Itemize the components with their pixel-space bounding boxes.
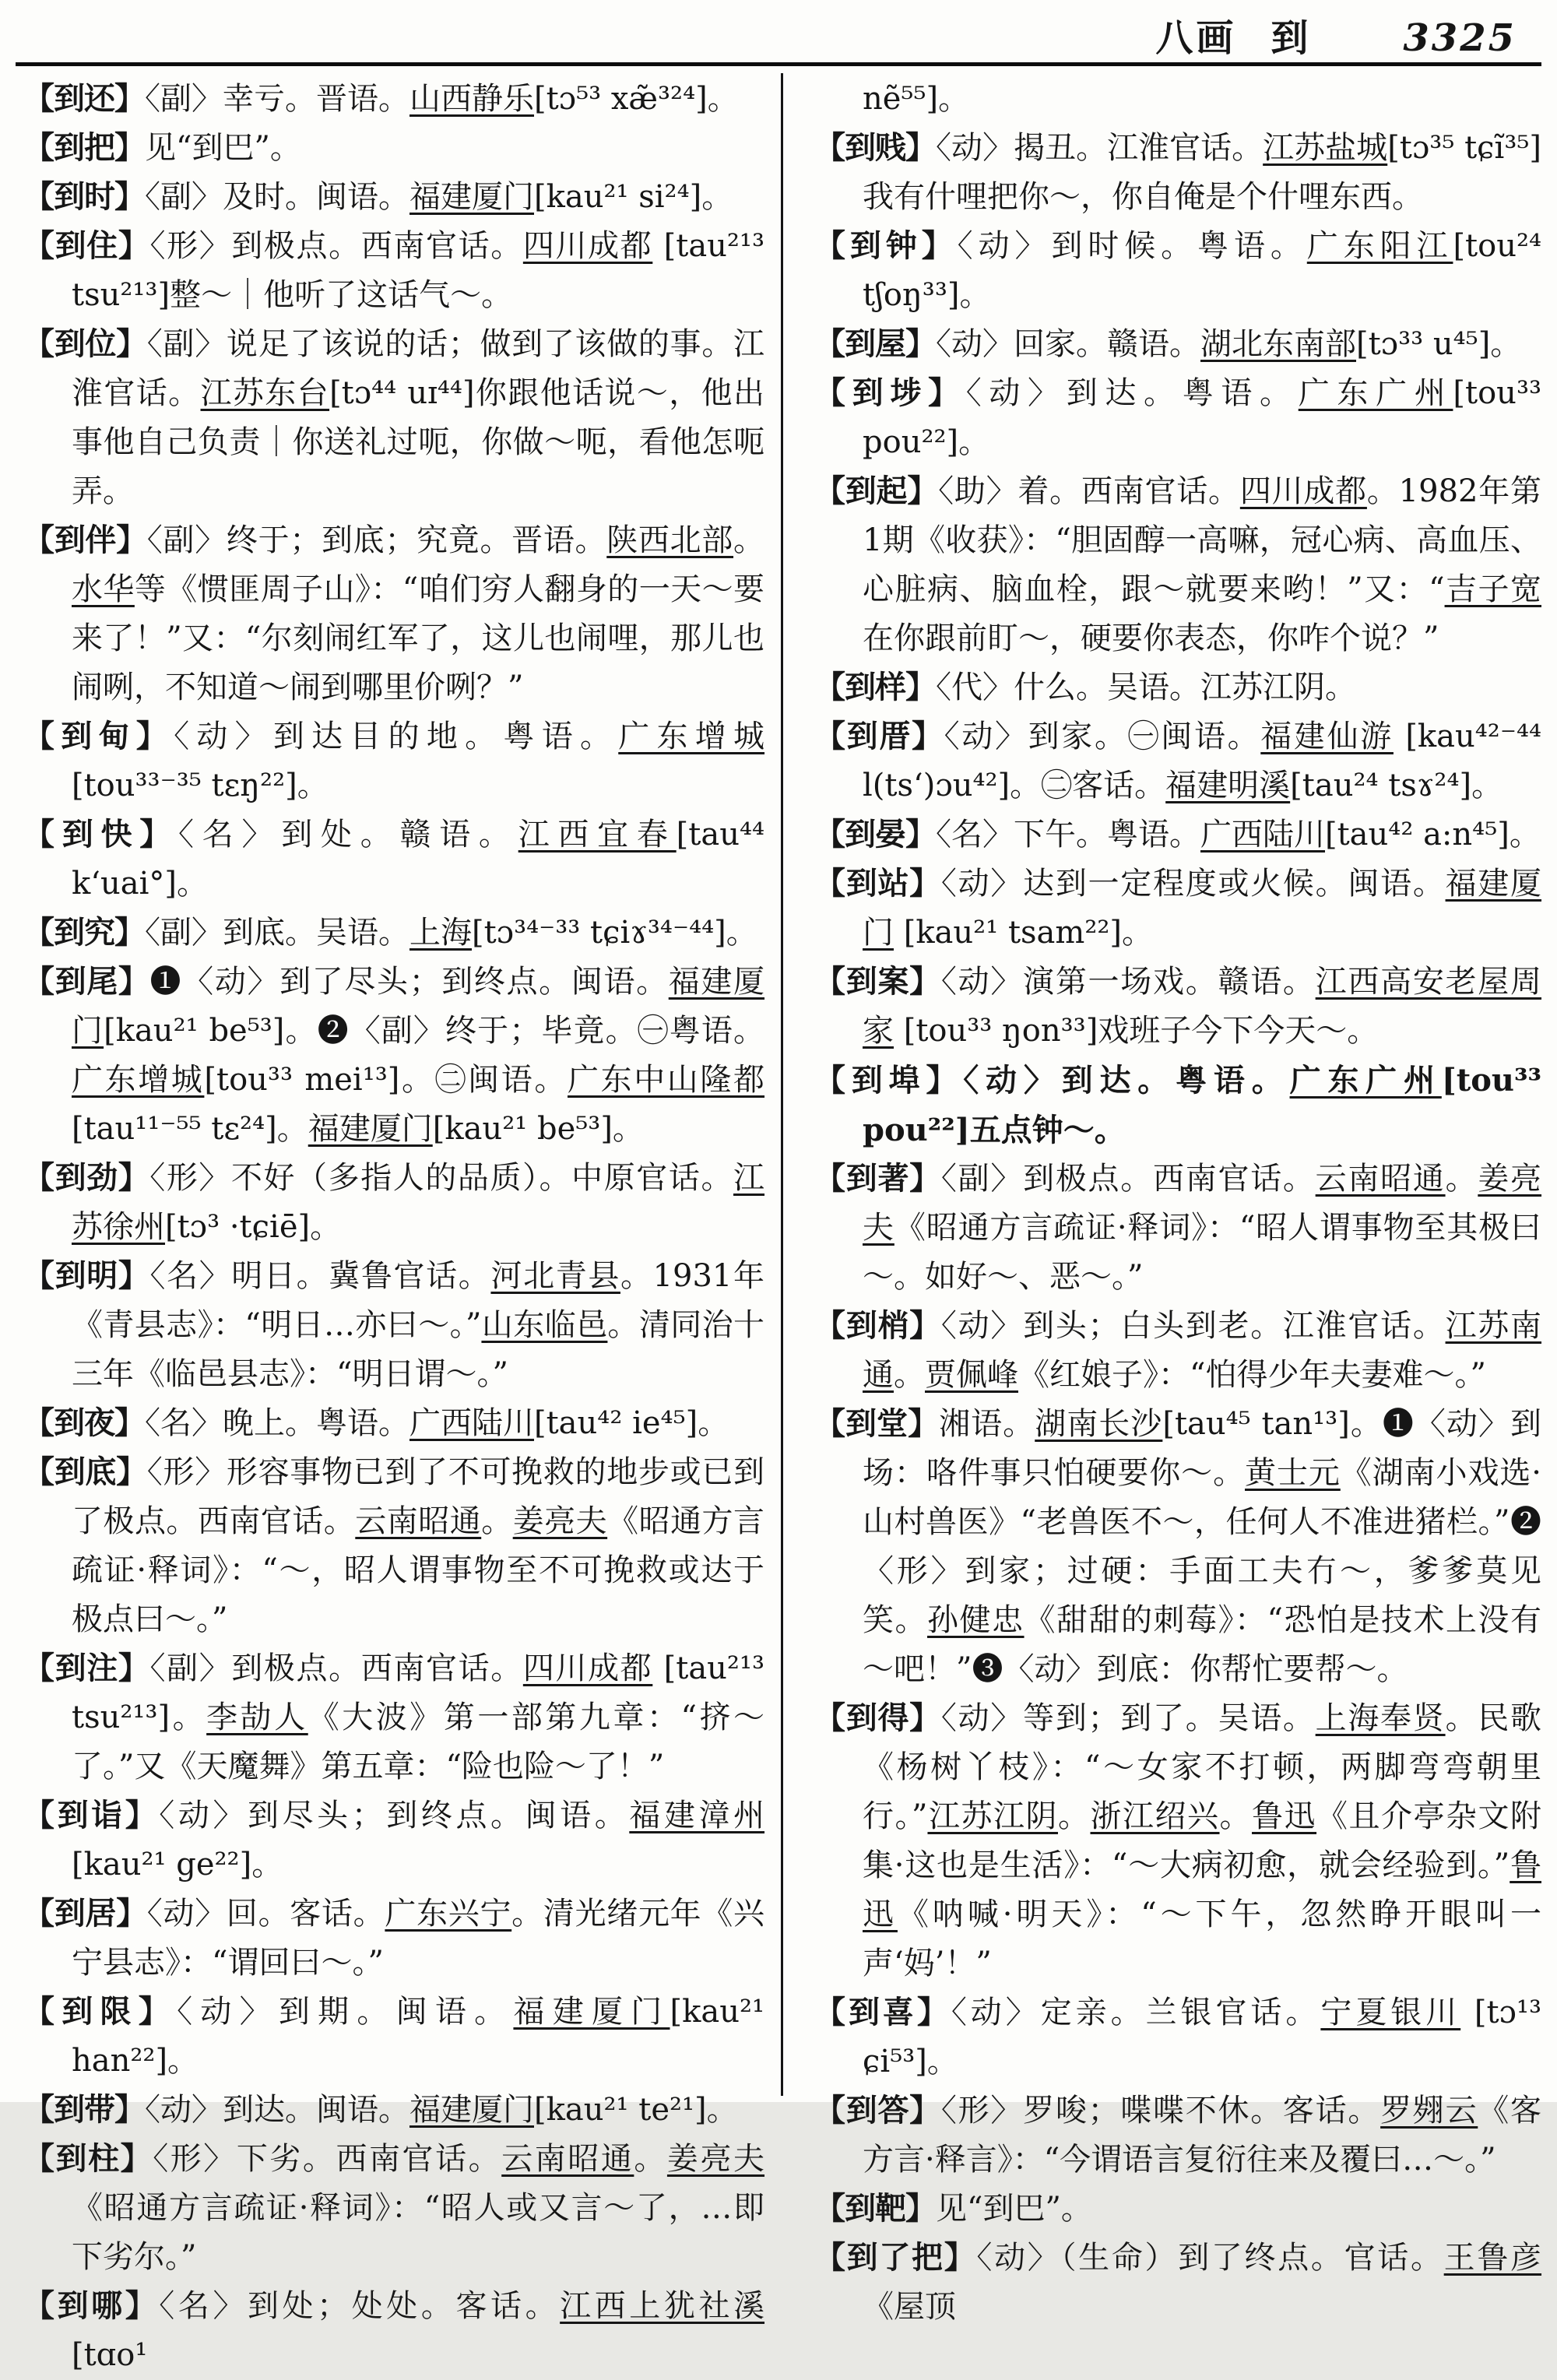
header-character: 到 [1271, 16, 1312, 60]
entry-text: 〈动〉到尽头；到终点。闽语。 [159, 1798, 630, 1833]
entry-text: 〈名〉到处。赣语。 [177, 817, 518, 853]
dict-entry [23, 1791, 764, 1890]
entry-text: 《大波》第一部第九章：“挤～了。”又《天魔舞》第五章：“险也险～了！” [72, 1700, 765, 1784]
dict-entry [814, 1155, 1541, 1302]
entry-headword: 【到埠】 [814, 1063, 964, 1099]
proper-noun: 江西高安老屋周家 [863, 964, 1542, 1049]
dict-entry [23, 2282, 764, 2380]
proper-noun: 吉子宽 [1444, 571, 1542, 607]
entry-text: 〈动〉揭丑。江淮官话。 [936, 130, 1264, 166]
entry-text: nẽ⁵⁵]。 [863, 81, 970, 117]
entry-headword: 【到诣】 [23, 1798, 160, 1833]
dict-entry [23, 2086, 764, 2135]
proper-noun: 宁夏银川 [1320, 1995, 1461, 2030]
dict-entry-continuation [814, 75, 1541, 124]
entry-headword: 【到还】 [23, 81, 145, 117]
entry-text: 〈形〉到极点。西南官话。 [149, 228, 523, 264]
proper-noun: 福建厦门 [72, 964, 765, 1049]
entry-headword: 【到夜】 [23, 1405, 145, 1441]
entry-text: 见“到巴”。 [936, 2191, 1092, 2227]
entry-text: 。 [634, 2141, 667, 2177]
entry-text: 〈动〉到家。㊀闽语。 [944, 719, 1261, 754]
header-stroke-section: 八画 [1155, 16, 1237, 60]
dict-entry [814, 2185, 1541, 2234]
entry-text: 〈动〉（生命）到了终点。官话。 [976, 2240, 1444, 2276]
dict-entry [814, 1400, 1541, 1694]
entry-text: 〈动〉到达。粤语。 [965, 375, 1299, 411]
entry-text: [tɔ³⁴⁻³³ tɕiɤ³⁴⁻⁴⁴]。 [472, 915, 757, 951]
entry-headword: 【到究】 [23, 915, 145, 951]
entry-text: [tou³³⁻³⁵ tɛŋ²²]。 [72, 768, 329, 803]
entry-headword: 【到伴】 [23, 522, 147, 558]
entry-headword: 【到快】 [23, 817, 178, 853]
entry-text: 〈动〉回。客话。 [146, 1896, 385, 1932]
proper-noun: 浙江绍兴 [1090, 1798, 1220, 1834]
proper-noun: 广东增城 [72, 1062, 205, 1098]
dict-entry [814, 2234, 1541, 2332]
entry-text: 〈动〉到期。闽语。 [177, 1994, 514, 2030]
entry-headword: 【到堂】 [814, 1406, 940, 1442]
entry-headword: 【到答】 [814, 2093, 941, 2129]
entry-headword: 【到埗】 [814, 375, 966, 411]
entry-text: [kau²¹ be⁵³]。❷〈副〉终于；毕竟。㊀粤语。 [104, 1013, 764, 1049]
entry-text: 〈名〉到处；处处。客话。 [159, 2288, 561, 2324]
proper-noun: 李劼人 [206, 1700, 308, 1735]
entry-text: [kau²¹ be⁵³]。 [432, 1111, 644, 1147]
proper-noun: 孙健忠 [927, 1602, 1025, 1638]
proper-noun: 山东临邑 [481, 1307, 608, 1343]
proper-noun: 河北青县 [490, 1258, 620, 1294]
column-divider [781, 73, 783, 2096]
dict-entry [23, 173, 764, 222]
dict-entry [814, 2086, 1541, 2185]
entry-text: [kau²¹ tsam²²]。 [894, 915, 1154, 951]
entry-text: [kau⁴²⁻⁴⁴ l(ts‘)ɔu⁴²]。㊁客话。 [863, 719, 1542, 803]
dict-entry [23, 124, 764, 173]
entry-headword: 【到样】 [814, 670, 936, 705]
entry-headword: 【到案】 [814, 964, 941, 1000]
entry-headword: 【到靶】 [814, 2191, 936, 2227]
proper-noun: 姜亮夫 [512, 1503, 608, 1539]
entry-text: [tau²¹³ tsu²¹³]整～｜他听了这话气～。 [72, 228, 765, 313]
dict-entry [23, 1448, 764, 1644]
dict-entry [814, 958, 1541, 1056]
proper-noun: 鲁迅 [1252, 1798, 1317, 1834]
entry-headword: 【到尾】 [23, 964, 150, 1000]
proper-noun: 广东广州 [1298, 375, 1453, 411]
entry-headword: 【到著】 [814, 1161, 941, 1197]
entry-text: 《昭通方言疏证·释词》：“昭人或又言～了，…即下劣尔。” [72, 2190, 764, 2275]
dict-entry [814, 1694, 1541, 1988]
entry-text: [kau²¹ si²⁴]。 [534, 179, 733, 215]
entry-text: 〈副〉到底。吴语。 [145, 915, 409, 951]
entry-headword: 【到注】 [23, 1651, 150, 1686]
left-column [23, 75, 764, 2380]
dict-entry [814, 860, 1541, 958]
proper-noun: 四川成都 [1239, 473, 1367, 509]
entry-text: 〈助〉着。西南官话。 [938, 473, 1240, 509]
entry-text: 。民歌《杨树丫枝》：“～女家不打顿，两脚弯弯朝里行。” [863, 1700, 1542, 1834]
dict-entry [814, 320, 1541, 369]
entry-text: 。 [1057, 1798, 1091, 1834]
proper-noun: 广东增城 [618, 719, 765, 754]
entry-text: 〈副〉终于；到底；究竟。晋语。 [146, 522, 607, 558]
entry-text: [tɔ¹³ ɕi⁵³]。 [863, 1995, 1542, 2079]
entry-headword: 【到劲】 [23, 1160, 150, 1196]
proper-noun: 云南昭通 [501, 2141, 634, 2177]
dict-entry [23, 1890, 764, 1988]
entry-text: 〈名〉明日。冀鲁官话。 [149, 1258, 491, 1294]
entry-headword: 【到屋】 [814, 326, 936, 362]
page-header [1155, 8, 1517, 62]
proper-noun: 广西陆川 [409, 1405, 534, 1441]
proper-noun: 广东兴宁 [385, 1896, 512, 1932]
entry-headword: 【到时】 [23, 179, 145, 215]
entry-text: 《湖南小戏选·山村兽医》“老兽医不～，任何人不准进猪栏。”❷〈形〉到家；过硬：手面工夫冇～，爹爹莫见笑。 [863, 1455, 1542, 1638]
entry-text: 〈代〉什么。吴语。江苏江阴。 [936, 670, 1356, 705]
entry-text: 《昭通方言疏证·释词》：“昭人谓事物至其极曰～。如好～、恶～。” [863, 1210, 1541, 1295]
entry-text: [tau²¹³ tsu²¹³]。 [72, 1651, 765, 1735]
dict-entry [23, 1252, 764, 1399]
entry-text: [tau⁴² ie⁴⁵]。 [534, 1405, 729, 1441]
dict-entry [23, 958, 764, 1154]
entry-text: 《昭通方言疏证·释词》：“～，昭人谓事物至不可挽救或达于极点曰～。” [72, 1503, 765, 1637]
proper-noun: 贾佩峰 [925, 1357, 1018, 1393]
dict-entry [23, 712, 764, 810]
entry-text: [tou³³ pou²²]。 [863, 375, 1542, 460]
entry-text: 〈动〉到达。粤语。 [963, 1062, 1290, 1099]
entry-text: 〈动〉到达目的地。粤语。 [174, 719, 619, 754]
entry-text: 〈动〉达到一定程度或火候。闽语。 [940, 866, 1446, 902]
entry-text: 等《惯匪周子山》：“咱们穷人翻身的一天～要来了！”又：“尔刻闹红军了，这儿也闹哩，那儿也闹咧，不知道～闹到哪里价咧？” [72, 571, 765, 705]
entry-text: [tou²⁴ tʃoŋ³³]。 [863, 228, 1542, 313]
entry-text: 〈形〉罗唆；喋喋不休。客话。 [940, 2093, 1381, 2129]
dict-entry [23, 909, 764, 958]
dict-entry [814, 810, 1541, 860]
dict-entry [23, 1988, 764, 2086]
entry-text: [tau⁴⁴ k‘uai°]。 [72, 817, 765, 902]
entry-text: [kau²¹ ge²²]。 [72, 1847, 283, 1883]
entry-headword: 【到甸】 [23, 719, 174, 754]
entry-text: 〈形〉下劣。西南官话。 [153, 2141, 502, 2177]
entry-text: [tɔ⁵³ xæ̃³²⁴]。 [534, 81, 739, 117]
entry-headword: 【到晏】 [814, 817, 936, 853]
proper-noun: 云南昭通 [355, 1503, 482, 1539]
proper-noun: 广西陆川 [1200, 817, 1325, 853]
dict-entry [23, 75, 764, 124]
dict-entry [814, 124, 1541, 222]
entry-text: [tou³³ mei¹³]。㊁闽语。 [204, 1062, 568, 1098]
entry-text: 〈副〉到极点。西南官话。 [940, 1161, 1316, 1197]
dict-entry [23, 222, 764, 320]
entry-headword: 【到钟】 [814, 228, 958, 264]
proper-noun: 江西宜春 [518, 817, 677, 853]
proper-noun: 上海奉贤 [1315, 1700, 1446, 1736]
proper-noun: 福建厦门 [409, 179, 534, 215]
entry-text: [tɔ³ ·tɕiē]。 [165, 1209, 342, 1245]
entry-text: 〈副〉幸亏。晋语。 [145, 81, 409, 117]
proper-noun: 福建厦门 [308, 1111, 433, 1147]
entry-headword: 【到起】 [814, 473, 939, 509]
entry-headword: 【到明】 [23, 1258, 150, 1294]
proper-noun: 姜亮夫 [666, 2141, 765, 2177]
entry-text: [tɔ³⁵ tɕĩ³⁵]我有什哩把你～，你自俺是个什哩东西。 [863, 130, 1542, 215]
entry-text: 〈动〉等到；到了。吴语。 [940, 1700, 1316, 1736]
entry-text: 。1931年《青县志》：“明日…亦曰～。” [72, 1258, 765, 1343]
header-rule [16, 62, 1541, 66]
entry-headword: 【到站】 [814, 866, 941, 902]
proper-noun: 广东广州 [1289, 1062, 1442, 1099]
proper-noun: 姜亮夫 [863, 1161, 1542, 1246]
entry-text: 〈动〉到时候。粤语。 [957, 228, 1307, 264]
entry-headword: 【到喜】 [814, 1995, 951, 2030]
proper-noun: 江西上犹社溪 [560, 2288, 765, 2324]
entry-text: 〈动〉到达。闽语。 [145, 2092, 409, 2128]
entry-text: [tɑo¹ [72, 2337, 148, 2373]
entry-text: 〈动〉定亲。兰银官话。 [951, 1995, 1321, 2030]
proper-noun: 黄士元 [1245, 1455, 1341, 1491]
proper-noun: 湖南长沙 [1035, 1406, 1163, 1442]
entry-text: 湘语。 [939, 1406, 1035, 1442]
entry-text: 《客方言·释言》：“今谓语言复衍往来及覆曰…～。” [863, 2093, 1542, 2178]
dict-entry [23, 516, 764, 712]
proper-noun: 上海 [409, 915, 472, 951]
entry-text: 〈名〉下午。粤语。 [936, 817, 1200, 853]
entry-text: [tou³³ pou²²]五点钟～。 [863, 1062, 1542, 1148]
entry-headword: 【到底】 [23, 1454, 147, 1490]
entry-headword: 【到限】 [23, 1994, 177, 2030]
dict-entry [814, 1988, 1541, 2086]
entry-headword: 【到了把】 [814, 2240, 977, 2276]
entry-text: 。 [733, 522, 765, 558]
entry-text: 〈副〉到极点。西南官话。 [149, 1651, 523, 1686]
entry-text: 在你跟前盯～，硬要你表态，你咋个说？” [863, 620, 1439, 656]
dict-entry [814, 663, 1541, 712]
entry-text: 〈形〉不好（多指人的品质）。中原官话。 [149, 1160, 734, 1196]
dict-entry [814, 1302, 1541, 1400]
dict-entry [814, 1056, 1541, 1155]
proper-noun: 福建漳州 [629, 1798, 765, 1833]
entry-text: 。1982年第1期《收获》：“胆固醇一高嘛，冠心病、高血压、心脏病、脑血栓，跟～就要来哟！”又：“ [863, 473, 1542, 607]
proper-noun: 江苏南通 [863, 1308, 1542, 1393]
entry-text: 《红娘子》：“怕得少年夫妻难～。” [1018, 1357, 1486, 1393]
proper-noun: 福建厦门 [863, 866, 1542, 951]
dict-entry [23, 1644, 764, 1791]
proper-noun: 江苏东台 [200, 375, 330, 411]
entry-text: 。 [1219, 1798, 1253, 1834]
proper-noun: 江苏江阴 [927, 1798, 1058, 1834]
dict-entry [814, 712, 1541, 810]
dict-entry [814, 222, 1541, 320]
entry-text: 。 [1445, 1161, 1478, 1197]
entry-text: 〈动〉回家。赣语。 [936, 326, 1200, 362]
entry-headword: 【到柱】 [23, 2141, 153, 2177]
entry-headword: 【到梢】 [814, 1308, 941, 1344]
entry-text: [tau²⁴ tsɤ²⁴]。 [1290, 768, 1503, 803]
proper-noun: 罗翙云 [1380, 2093, 1478, 2129]
entry-text: [tou³³ ŋon³³]戏班子今下今天～。 [894, 1013, 1379, 1049]
proper-noun: 四川成都 [522, 228, 653, 264]
dict-entry [814, 369, 1541, 467]
entry-text: 。清同治十三年《临邑县志》：“明日谓～。” [72, 1307, 765, 1392]
entry-text: 。 [481, 1503, 513, 1539]
proper-noun: 广东阳江 [1306, 228, 1453, 264]
proper-noun: 湖北东南部 [1200, 326, 1356, 362]
entry-text: 〈形〉形容事物已到了不可挽救的地步或已到了极点。西南官话。 [72, 1454, 765, 1539]
dict-entry [23, 1399, 764, 1448]
entry-headword: 【到哪】 [23, 2288, 160, 2324]
proper-noun: 山西静乐 [409, 81, 534, 117]
entry-headword: 【到厝】 [814, 719, 944, 754]
entry-text: [tau¹¹⁻⁵⁵ tɛ²⁴]。 [72, 1111, 308, 1147]
entry-text: 〈副〉说足了该说的话；做到了该做的事。江淮官话。 [72, 326, 765, 411]
proper-noun: 广东中山隆都 [568, 1062, 765, 1098]
entry-text: ❶〈动〉到了尽头；到终点。闽语。 [149, 964, 669, 1000]
proper-noun: 水华 [72, 571, 135, 607]
entry-headword: 【到住】 [23, 228, 150, 264]
dict-entry [814, 467, 1541, 663]
dict-entry [23, 1154, 764, 1252]
proper-noun: 四川成都 [522, 1651, 653, 1686]
entry-text: [kau²¹ te²¹]。 [534, 2092, 738, 2128]
dict-entry [23, 2135, 764, 2282]
proper-noun: 福建明溪 [1165, 768, 1291, 803]
proper-noun: 王鲁彦 [1443, 2240, 1542, 2276]
entry-text: 〈副〉及时。闽语。 [145, 179, 409, 215]
entry-text: 。 [894, 1357, 925, 1393]
proper-noun: 陕西北部 [606, 522, 734, 558]
dict-entry [23, 320, 764, 516]
entry-headword: 【到贱】 [814, 130, 937, 166]
entry-headword: 【到得】 [814, 1700, 941, 1736]
page-number: 3325 [1403, 16, 1517, 60]
entry-text: 〈名〉晚上。粤语。 [145, 1405, 409, 1441]
entry-text: 。清光绪元年《兴宁县志》：“谓回曰～。” [72, 1896, 765, 1981]
entry-headword: 【到居】 [23, 1896, 147, 1932]
entry-text: [tau⁴² a:n⁴⁵]。 [1325, 817, 1541, 853]
proper-noun: 云南昭通 [1315, 1161, 1446, 1197]
entry-text: [tɔ³³ u⁴⁵]。 [1356, 326, 1522, 362]
entry-text: 〈动〉演第一场戏。赣语。 [940, 964, 1316, 1000]
dict-entry [23, 810, 764, 909]
proper-noun: 江苏徐州 [72, 1160, 765, 1245]
entry-text: [tɔ⁴⁴ uɪ⁴⁴]你跟他话说～，他出事他自己负责｜你送礼过呃，你做～呃，看他怎呃弄。 [72, 375, 764, 509]
entry-text: 《呐喊·明天》：“～下午，忽然睁开眼叫一声‘妈’！” [863, 1897, 1542, 1981]
right-column [814, 75, 1541, 2332]
entry-text: 《且介亭杂文附集·这也是生活》：“～大病初愈，就会经验到。” [863, 1798, 1542, 1883]
entry-text: [kau²¹ han²²]。 [72, 1994, 765, 2079]
entry-text: [tau⁴⁵ tan¹³]。❶〈动〉到场：咯件事只怕硬要你～。 [863, 1406, 1541, 1491]
proper-noun: 福建仙游 [1260, 719, 1394, 754]
entry-text: 《甜甜的刺莓》：“恐怕是技术上没有～吧！”❸〈动〉到底：你帮忙要帮～。 [863, 1602, 1542, 1687]
entry-text: 见“到巴”。 [145, 130, 301, 166]
proper-noun: 福建厦门 [513, 1994, 670, 2030]
entry-text: 〈动〉到头；白头到老。江淮官话。 [940, 1308, 1446, 1344]
entry-headword: 【到把】 [23, 130, 145, 166]
entry-headword: 【到带】 [23, 2092, 145, 2128]
entry-headword: 【到位】 [23, 326, 147, 362]
proper-noun: 鲁迅 [863, 1847, 1542, 1932]
entry-text: 《屋顶 [863, 2289, 956, 2325]
proper-noun: 江苏盐城 [1263, 130, 1388, 166]
proper-noun: 福建厦门 [409, 2092, 534, 2128]
